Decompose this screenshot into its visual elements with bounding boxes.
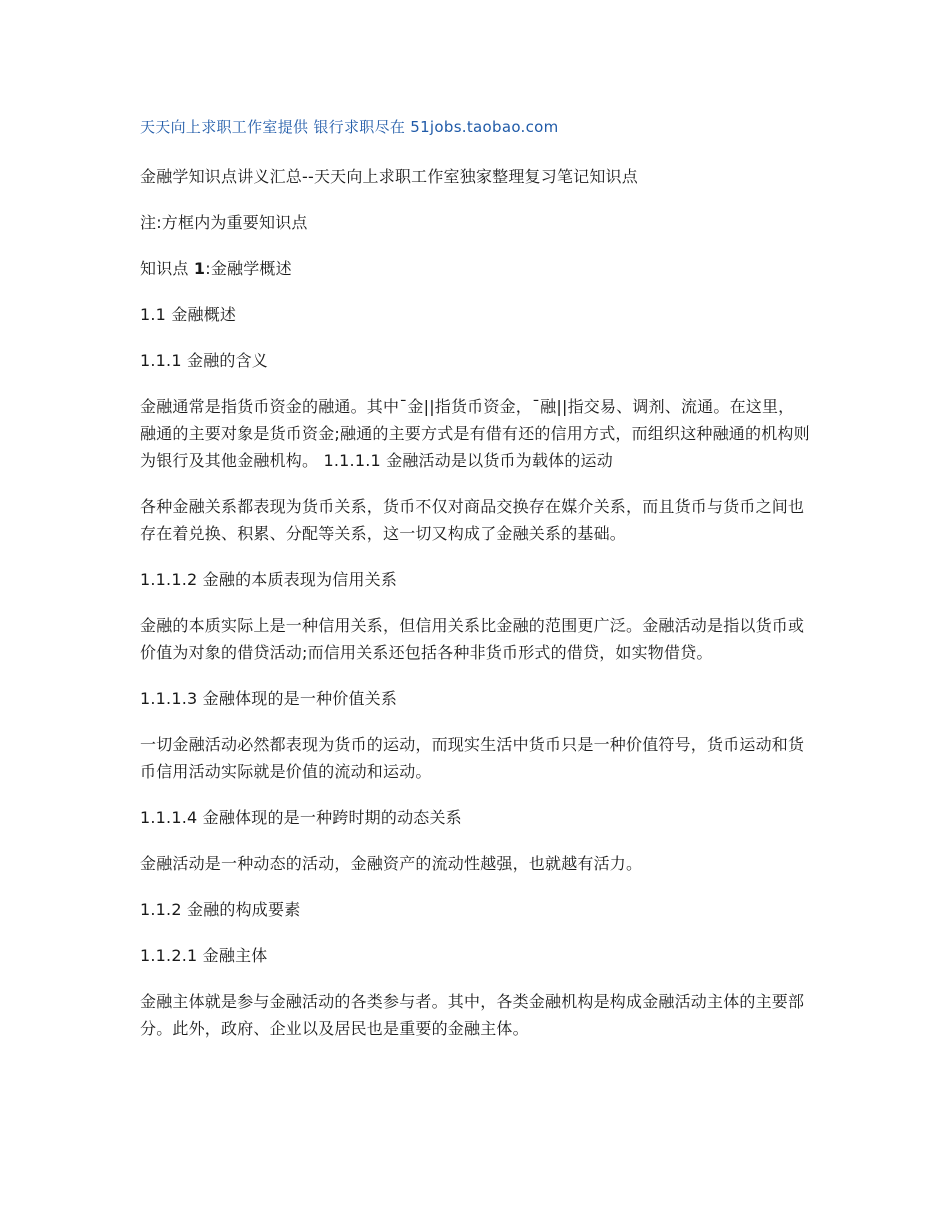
paragraph-value-relations: 一切金融活动必然都表现为货币的运动，而现实生活中货币只是一种价值符号，货币运动和货币信用活动实际就是价值的流动和运动。 xyxy=(140,735,805,781)
kp-suffix: :金融学概述 xyxy=(205,259,292,278)
note-text: 注:方框内为重要知识点 xyxy=(140,213,308,232)
document-title: 金融学知识点讲义汇总--天天向上求职工作室独家整理复习笔记知识点 xyxy=(140,167,638,186)
paragraph-credit-relations: 金融的本质实际上是一种信用关系，但信用关系比金融的范围更广泛。金融活动是指以货币或价值为对象的借贷活动;而信用关系还包括各种非货币形式的借贷，如实物借贷。 xyxy=(140,616,805,662)
knowledge-point-heading xyxy=(140,255,810,282)
promo-link[interactable]: 天天向上求职工作室提供 银行求职尽在 51jobs.taobao.com xyxy=(140,118,559,136)
kp-number: 1 xyxy=(193,259,206,278)
paragraph-financial-subjects: 金融主体就是参与金融活动的各类参与者。其中，各类金融机构是构成金融活动主体的主要部分。此外，政府、企业以及居民也是重要的金融主体。 xyxy=(140,992,805,1038)
paragraph-definition: 金融通常是指货币资金的融通。其中¯金||指货币资金，¯融||指交易、调剂、流通。在这里，融通的主要对象是货币资金;融通的主要方式是有借有还的信用方式，而组织这种融通的机构则为银行及其他金融机构。 1.1.1.1 金融活动是以货币为载体的运动 xyxy=(140,397,810,470)
kp-prefix: 知识点 xyxy=(140,259,194,278)
section-heading-1-1-2-1: 1.1.2.1 金融主体 xyxy=(140,946,268,965)
section-heading-1-1-1-3: 1.1.1.3 金融体现的是一种价值关系 xyxy=(140,689,398,708)
paragraph-dynamic-relations: 金融活动是一种动态的活动，金融资产的流动性越强，也就越有活力。 xyxy=(140,854,643,873)
section-heading-1-1: 1.1 金融概述 xyxy=(140,305,237,324)
document-body xyxy=(140,116,810,1061)
paragraph-monetary-relations: 各种金融关系都表现为货币关系，货币不仅对商品交换存在媒介关系，而且货币与货币之间也存在着兑换、积累、分配等关系，这一切又构成了金融关系的基础。 xyxy=(140,497,805,543)
section-heading-1-1-1: 1.1.1 金融的含义 xyxy=(140,351,268,370)
section-heading-1-1-1-4: 1.1.1.4 金融体现的是一种跨时期的动态关系 xyxy=(140,808,462,827)
section-heading-1-1-2: 1.1.2 金融的构成要素 xyxy=(140,900,301,919)
section-heading-1-1-1-2: 1.1.1.2 金融的本质表现为信用关系 xyxy=(140,570,398,589)
